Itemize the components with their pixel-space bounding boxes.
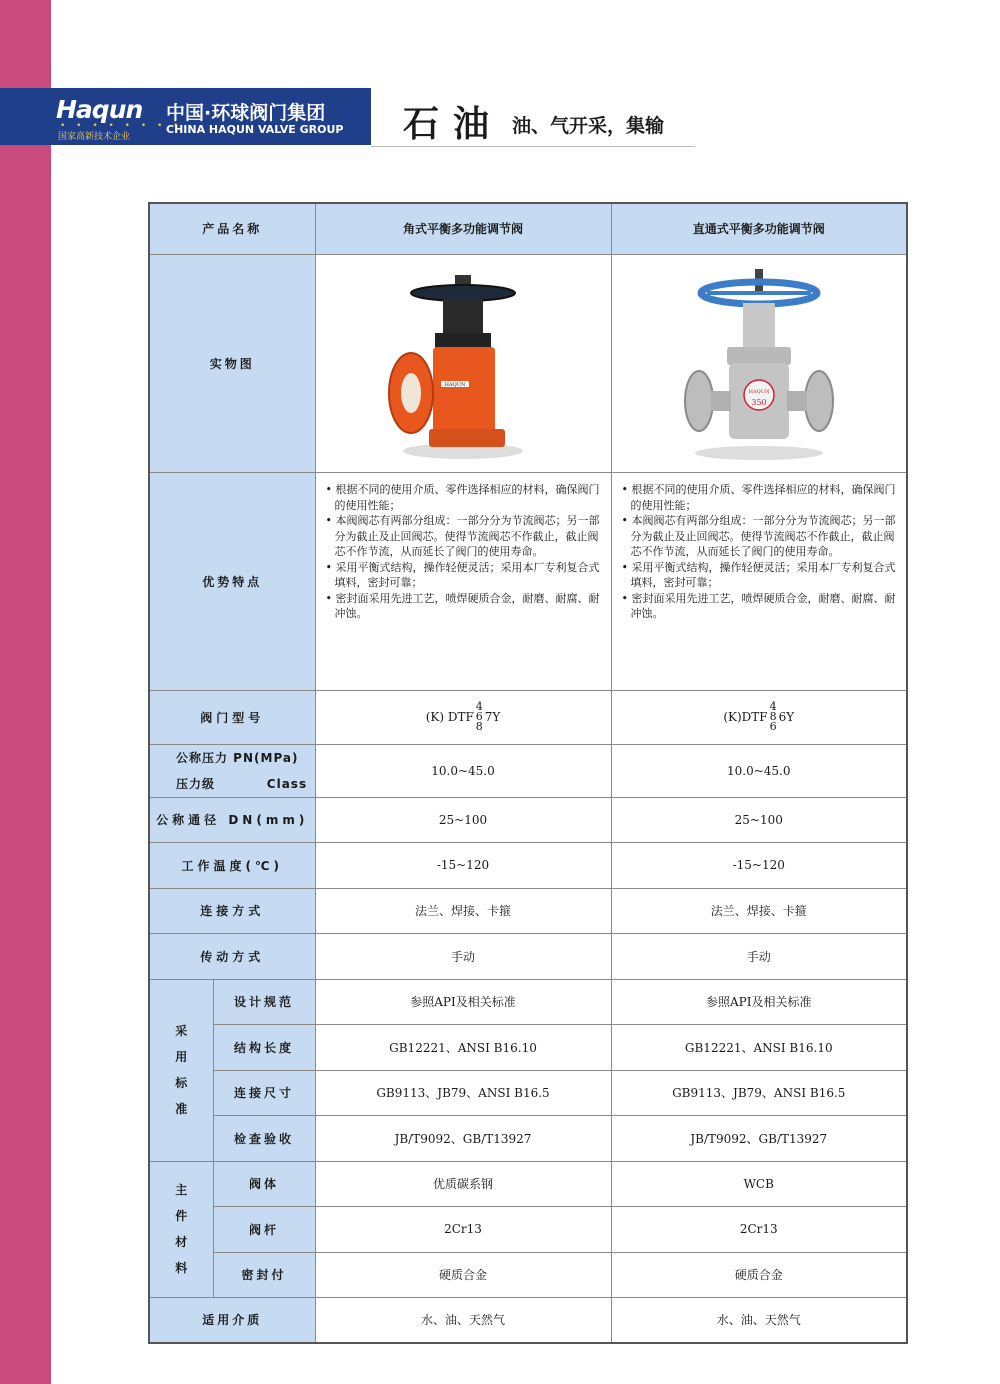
table-row-material bbox=[149, 1206, 907, 1252]
standard-col1: GB12221、ANSI B16.10 bbox=[315, 1024, 611, 1070]
connection-col1: 法兰、焊接、卡箍 bbox=[315, 888, 611, 933]
header-label: 产品名称 bbox=[149, 203, 315, 254]
feature-item: • 根据不同的使用介质、零件选择相应的材料，确保阀门的使用性能； bbox=[621, 483, 896, 512]
standard-col2: 参照API及相关标准 bbox=[611, 979, 907, 1024]
standards-char: 用 bbox=[175, 1050, 188, 1064]
standards-char: 采 bbox=[175, 1024, 188, 1038]
pressure-label-line1: 公称压力 PN(MPa) bbox=[176, 750, 299, 765]
angle-valve-image bbox=[383, 263, 543, 463]
straight-valve-plate2: 350 bbox=[751, 398, 767, 407]
feature-item: • 密封面采用先进工艺，喷焊硬质合金，耐磨、耐腐、耐冲蚀。 bbox=[621, 591, 896, 620]
material-col2: WCB bbox=[611, 1161, 907, 1206]
table-row-standard bbox=[149, 979, 907, 1024]
materials-char: 件 bbox=[175, 1209, 188, 1223]
feature-item: • 根据不同的使用介质、零件选择相应的材料，确保阀门的使用性能； bbox=[325, 483, 600, 512]
model-bottom: 6 bbox=[769, 720, 777, 733]
model-top: 4 bbox=[475, 700, 483, 713]
straight-valve-image bbox=[679, 263, 839, 463]
temperature-col2: -15~120 bbox=[611, 842, 907, 888]
pressure-col1: 10.0~45.0 bbox=[315, 744, 611, 797]
connection-label: 连接方式 bbox=[149, 888, 315, 933]
brand-logo: Haqun bbox=[56, 95, 143, 124]
materials-char: 主 bbox=[175, 1183, 188, 1197]
product-name-col1: 角式平衡多功能调节阀 bbox=[315, 203, 611, 254]
angle-valve-plate: HAQUN bbox=[444, 382, 466, 388]
material-col2: 2Cr13 bbox=[611, 1206, 907, 1252]
model-prefix: (K) DTF bbox=[425, 710, 474, 724]
product-name-col2: 直通式平衡多功能调节阀 bbox=[611, 203, 907, 254]
feature-item: • 采用平衡式结构，操作轻便灵活；采用本厂专利复合式填料，密封可靠； bbox=[621, 560, 896, 589]
standards-char: 准 bbox=[175, 1102, 188, 1116]
table-row-pressure bbox=[149, 744, 907, 797]
title-rule bbox=[371, 146, 695, 147]
standard-col1: JB/T9092、GB/T13927 bbox=[315, 1115, 611, 1161]
materials-char: 材 bbox=[175, 1235, 188, 1249]
features-col1 bbox=[315, 472, 611, 690]
table-row-photo bbox=[149, 254, 907, 472]
connection-col2: 法兰、焊接、卡箍 bbox=[611, 888, 907, 933]
table-row-standard bbox=[149, 1115, 907, 1161]
feature-item: • 密封面采用先进工艺，喷焊硬质合金，耐磨、耐腐、耐冲蚀。 bbox=[325, 591, 600, 620]
logo-subtitle: 国家高新技术企业 bbox=[58, 132, 131, 142]
material-col1: 优质碳系钢 bbox=[315, 1161, 611, 1206]
standard-label: 结构长度 bbox=[213, 1024, 315, 1070]
table-row-standard bbox=[149, 1070, 907, 1115]
materials-char: 料 bbox=[175, 1261, 188, 1275]
photo-label: 实物图 bbox=[149, 254, 315, 472]
diameter-col2: 25~100 bbox=[611, 797, 907, 842]
table-row-header bbox=[149, 203, 907, 254]
medium-label: 适用介质 bbox=[149, 1297, 315, 1343]
feature-item: • 本阀阀芯有两部分组成：一部分分为节流阀芯；另一部分为截止及止回阀芯。使得节流阀芯不作截止，截止阀芯不作节流，从而延长了阀门的使用寿命。 bbox=[325, 514, 600, 558]
temperature-label: 工作温度(℃) bbox=[149, 842, 315, 888]
pressure-label-line2: 压力级 Class bbox=[176, 776, 308, 791]
temperature-col1: -15~120 bbox=[315, 842, 611, 888]
drive-label: 传动方式 bbox=[149, 933, 315, 979]
spec-table bbox=[148, 202, 908, 1344]
standard-col2: JB/T9092、GB/T13927 bbox=[611, 1115, 907, 1161]
table-row-model bbox=[149, 690, 907, 744]
pressure-label bbox=[149, 744, 315, 797]
table-row-temperature bbox=[149, 842, 907, 888]
photo-cell-col2 bbox=[611, 254, 907, 472]
material-label: 阀体 bbox=[213, 1161, 315, 1206]
material-label: 密封付 bbox=[213, 1252, 315, 1297]
drive-col2: 手动 bbox=[611, 933, 907, 979]
feature-item: • 采用平衡式结构，操作轻便灵活；采用本厂专利复合式填料，密封可靠； bbox=[325, 560, 600, 589]
table-row-medium bbox=[149, 1297, 907, 1343]
material-col1: 硬质合金 bbox=[315, 1252, 611, 1297]
logo-dots: • • • • • • • • bbox=[60, 121, 183, 131]
material-col2: 硬质合金 bbox=[611, 1252, 907, 1297]
page-title: 石油 bbox=[403, 103, 504, 145]
diameter-col1: 25~100 bbox=[315, 797, 611, 842]
page-subtitle: 油、气开采，集输 bbox=[512, 115, 665, 137]
model-suffix: 6Y bbox=[778, 710, 795, 724]
standard-col1: GB9113、JB79、ANSI B16.5 bbox=[315, 1070, 611, 1115]
medium-col2: 水、油、天然气 bbox=[611, 1297, 907, 1343]
table-row-connection bbox=[149, 888, 907, 933]
model-top: 4 bbox=[769, 700, 777, 713]
model-mid: 8 bbox=[769, 710, 777, 723]
model-mid: 6 bbox=[475, 710, 483, 723]
diameter-label: 公称通径 DN(mm) bbox=[149, 797, 315, 842]
photo-cell-col1 bbox=[315, 254, 611, 472]
standard-label: 设计规范 bbox=[213, 979, 315, 1024]
table-row-drive bbox=[149, 933, 907, 979]
model-label: 阀门型号 bbox=[149, 690, 315, 744]
model-suffix: 7Y bbox=[484, 710, 501, 724]
drive-col1: 手动 bbox=[315, 933, 611, 979]
standard-col1: 参照API及相关标准 bbox=[315, 979, 611, 1024]
standard-col2: GB9113、JB79、ANSI B16.5 bbox=[611, 1070, 907, 1115]
table-row-standard bbox=[149, 1024, 907, 1070]
model-bottom: 8 bbox=[475, 720, 483, 733]
straight-valve-plate1: HAQUN bbox=[748, 389, 770, 395]
material-label: 阀杆 bbox=[213, 1206, 315, 1252]
standards-group-label bbox=[149, 979, 213, 1161]
features-col2 bbox=[611, 472, 907, 690]
model-prefix: (K)DTF bbox=[723, 710, 768, 724]
model-col2 bbox=[611, 690, 907, 744]
pressure-col2: 10.0~45.0 bbox=[611, 744, 907, 797]
table-row-material bbox=[149, 1161, 907, 1206]
standard-label: 检查验收 bbox=[213, 1115, 315, 1161]
standard-col2: GB12221、ANSI B16.10 bbox=[611, 1024, 907, 1070]
standards-char: 标 bbox=[175, 1076, 188, 1090]
materials-group-label bbox=[149, 1161, 213, 1297]
feature-item: • 本阀阀芯有两部分组成：一部分分为节流阀芯；另一部分为截止及止回阀芯。使得节流阀芯不作截止，截止阀芯不作节流，从而延长了阀门的使用寿命。 bbox=[621, 514, 896, 558]
material-col1: 2Cr13 bbox=[315, 1206, 611, 1252]
model-col1 bbox=[315, 690, 611, 744]
side-color-band bbox=[0, 0, 51, 1384]
table-row-features bbox=[149, 472, 907, 690]
group-name-cn: 中国·环球阀门集团 bbox=[166, 102, 326, 124]
medium-col1: 水、油、天然气 bbox=[315, 1297, 611, 1343]
table-row-material bbox=[149, 1252, 907, 1297]
standard-label: 连接尺寸 bbox=[213, 1070, 315, 1115]
table-row-diameter bbox=[149, 797, 907, 842]
group-name-en: CHINA HAQUN VALVE GROUP bbox=[166, 123, 344, 136]
features-label: 优势特点 bbox=[149, 472, 315, 690]
